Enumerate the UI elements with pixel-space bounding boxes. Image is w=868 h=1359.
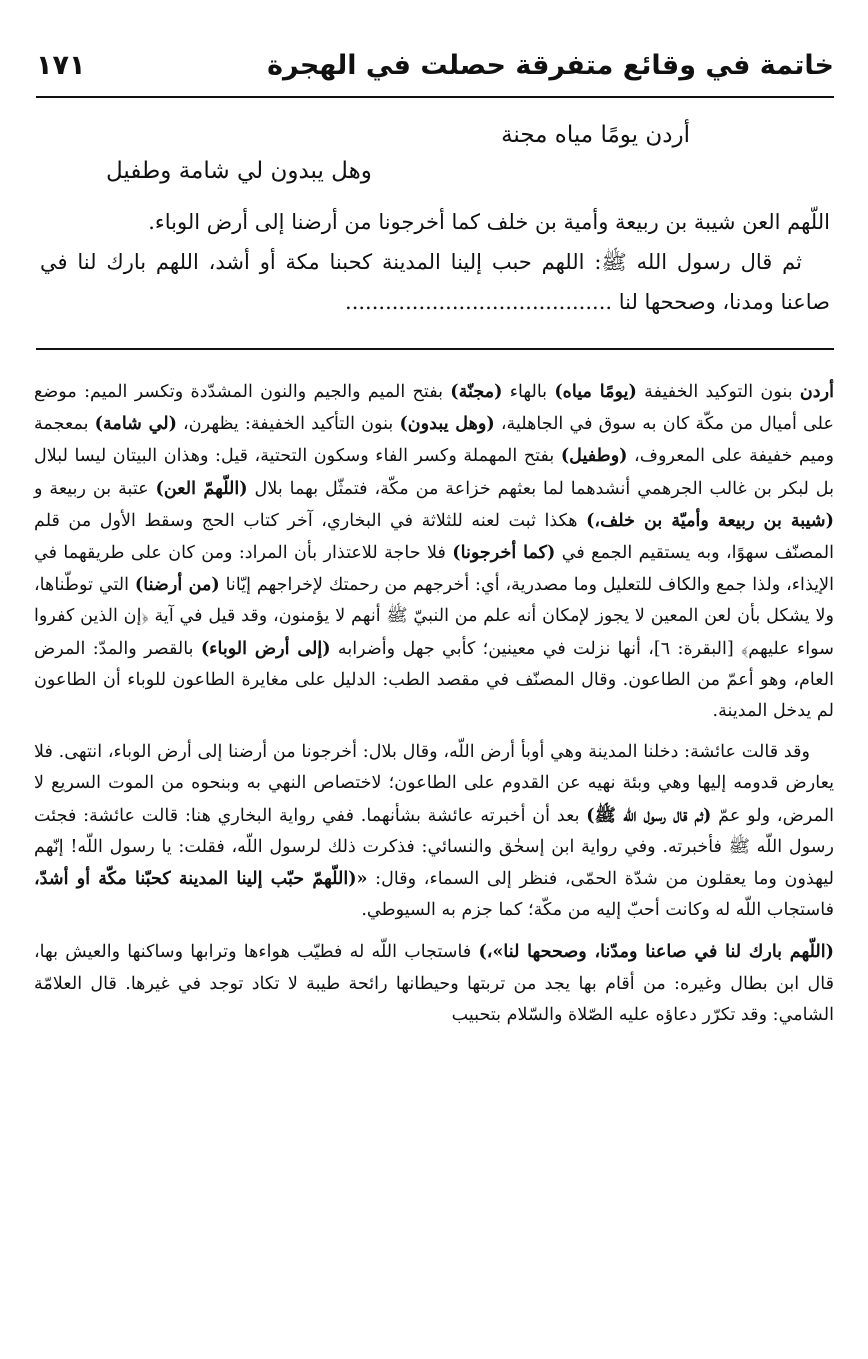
bold-lemma: (وطفيل) <box>560 445 628 467</box>
running-title: خاتمة في وقائع متفرقة حصلت في الهجرة <box>267 50 834 81</box>
text-run: بفتح الميم والجيم والنون المشدّدة وتكسر الميم: موضع على أميال من مكّة كان به سوق في الجاهلية، <box>34 382 834 435</box>
separator-rule <box>36 348 834 350</box>
text-run: عتبة بن ربيعة و <box>34 478 156 499</box>
text-run: بالهاء <box>502 382 555 402</box>
text-run: فلا حاجة للاعتذار بأن المراد: ومن كان على طريقهما في الإيذاء، ولذا جمع والكاف للتعليل وما مصدرية، أي: أخرجهم من رحمتك لإخراجهم إيّانا <box>34 543 834 596</box>
text-run: بنون التأكيد الخفيفة: يظهرن، <box>176 414 400 435</box>
main-line-2: ثم قال رسول الله ﷺ: اللهم حبب إلينا المدينة كحبنا مكة أو أشد، اللهم بارك لنا في صاعنا ومدنا، وصححها لنا ........................................ <box>40 250 830 314</box>
bold-lemma: (شيبة بن ربيعة وأميّة بن خلف،) <box>586 509 834 531</box>
bold-lemma: (ثم قال رسول اللّه ﷺ) <box>586 804 712 826</box>
bold-lemma: «(اللّهمّ حبّب إلينا المدينة كحبّنا مكّة أو أشدّ، <box>34 868 368 890</box>
poem-hemistich-1: أردن يومًا مياه مجنة <box>501 122 690 148</box>
commentary <box>34 376 834 1041</box>
commentary-paragraph <box>34 936 834 1031</box>
page-header <box>36 44 834 92</box>
text-run: بمعجمة وميم خفيفة على المعروف، <box>34 414 834 467</box>
bold-lemma: (إلى أرض الوباء) <box>200 637 331 659</box>
text-run: هكذا ثبت لعنه للثلاثة في البخاري، آخر كتاب الحج وسقط الأول من قلم المصنّف سهوًا، وبه يستقيم الجمع في <box>34 510 834 564</box>
text-run: بالقصر والمدّ: المرض العام، وهو أعمّ من الطاعون. وقال المصنّف في مقصد الطب: الدليل على مغايرة الطاعون للوباء أن الطاعون لم يدخل المدينة. <box>34 638 834 722</box>
text-run: بنون التوكيد الخفيفة <box>636 382 800 402</box>
page-number: ١٧١ <box>36 50 86 81</box>
bold-lemma: (لي شامة) <box>94 413 177 435</box>
continuation-dots: ........................................ <box>345 290 613 314</box>
text-run: بعد أن أخبرته عائشة بشأنهما. ففي رواية البخاري هنا: قالت عائشة: فجئت رسول اللّه ﷺ فأخبرته. وفي رواية ابن إسحٰق والنسائي: فذكرت ذلك لرسول اللّه، فقلت: يا رسول اللّه! إنّهم ليهذون وما يعقلون من شدّة الحمّى، فنظر إلى السماء، وقال: <box>34 805 834 890</box>
poem-hemistich-2: وهل يبدون لي شامة وطفيل <box>106 158 372 184</box>
text-run: فاستجاب اللّه له وكانت أحبّ إليه من مكّة؛ كما جزم به السيوطي. <box>361 900 834 921</box>
text-run: التي توطّناها، ولا يشكل بأن لعن المعين لا يجوز لإمكان أنه علم من النبيّ ﷺ أنهم لا يؤمنون، وقد قيل في آية ﴿إن الذين كفروا سواء عليهم﴾ [البقرة: ٦]، أنها نزلت في معينين؛ كأبي جهل وأضرابه <box>34 575 834 659</box>
header-rule <box>36 96 834 98</box>
commentary-paragraph <box>34 376 834 727</box>
text-run: بفتح المهملة وكسر الفاء وسكون التحتية، قيل: وهذان البيتان ليسا لبلال بل لبكر بن غالب الجرهمي أنشدهما لما بعثهم خزاعة من مكّة، فتمثّل بهما بلال <box>34 446 835 499</box>
bold-lemma: (من أرضنا) <box>134 574 220 596</box>
bold-lemma: (كما أخرجونا) <box>452 542 556 564</box>
main-text <box>40 110 830 322</box>
main-line-1: اللّهم العن شيبة بن ربيعة وأمية بن خلف كما أخرجونا من أرضنا إلى أرض الوباء. <box>148 210 830 234</box>
bold-lemma: (اللّهم بارك لنا في صاعنا ومدّنا، وصححها لنا»،) <box>478 941 834 963</box>
bold-lemma: (وهل يبدون) <box>399 413 495 435</box>
bold-lemma: (اللّهمّ العن) <box>155 477 248 499</box>
poem-verse <box>40 110 830 202</box>
text-run: وقد قالت عائشة: دخلنا المدينة وهي أوبأ أرض اللّه، وقال بلال: أخرجونا من أرضنا إلى أرض الوباء، انتهى. فلا يعارض قدومه إليها وهي وبئة نهيه عن القدوم على الطاعون؛ لاختصاص النهي به وبنحوه من الموت السريع لا المرض، ولو عمّ <box>34 742 834 826</box>
commentary-paragraph <box>34 737 834 926</box>
bold-lemma: (مجنّة) <box>450 381 503 402</box>
bold-lemma: (يومًا مياه) <box>554 381 637 402</box>
text-run: فاستجاب اللّه له فطيّب هواءها وترابها وساكنها والعيش بها، قال ابن بطال وغيره: من أقام بها يجد من تربتها وحيطانها رائحة طيبة لا تكاد توجد في غيرها. قال العلامّة الشامي: وقد تكرّر دعاؤه عليه الصّلاة والسّلام بتحبيب <box>34 942 834 1025</box>
bold-lemma: أردن <box>799 381 834 402</box>
